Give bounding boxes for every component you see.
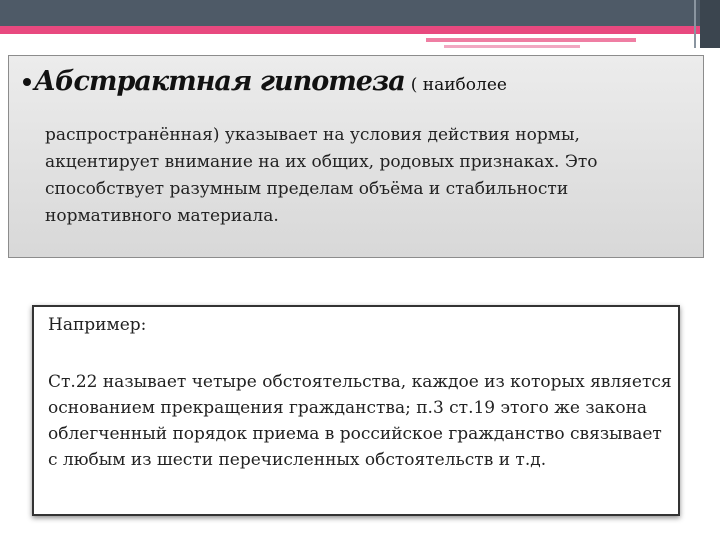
header-right-divider [694, 0, 696, 48]
definition-text: распространённая) указывает на условия действия нормы, акцентирует внимание на их общих, родовых признаках. Это способствует разумным пределам объёма и стабильности нормативного материала. [45, 125, 598, 226]
example-text: Ст.22 называет четыре обстоятельства, каждое из которых является основанием прекращения гражданства; п.3 ст.19 этого же закона облегченный порядок приема в российское гражданство связывает с любым из шести перечисленных обстоятельств и т.д. [48, 372, 672, 470]
definition-heading [23, 66, 507, 97]
term-title: Абстрактная гипотеза [34, 66, 405, 97]
example-label: Например: [48, 315, 147, 335]
bullet-icon [23, 78, 31, 86]
example-box [32, 305, 680, 516]
definition-box [8, 55, 704, 258]
term-tail-text: ( наиболее [410, 75, 507, 95]
header-decor-stripe [426, 38, 636, 42]
header-right-block [700, 0, 720, 48]
header-dark-strip [0, 0, 720, 26]
header-accent-strip [0, 26, 720, 34]
header-decor-stripe-thin [444, 45, 580, 48]
